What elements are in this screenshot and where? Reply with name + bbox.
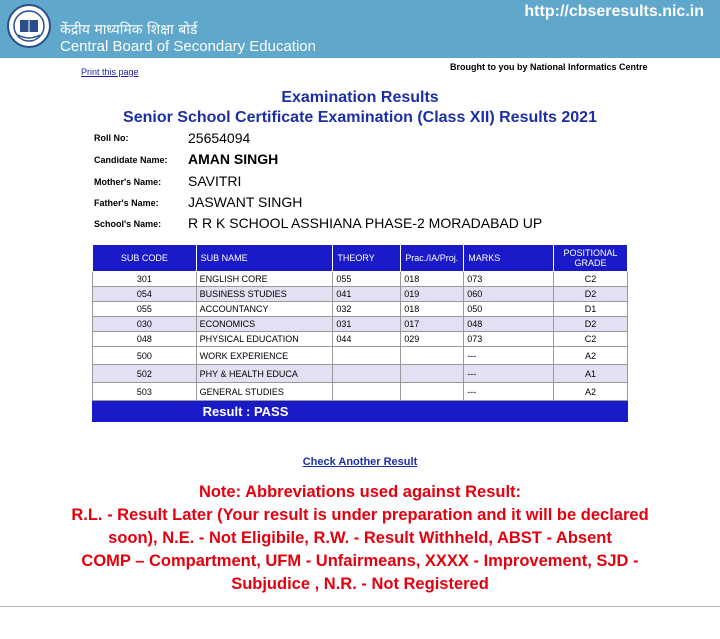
table-row <box>93 365 628 383</box>
note-line: Subjudice , N.R. - Not Registered <box>231 575 489 593</box>
practical-cell: 018 <box>401 302 464 317</box>
theory-cell: 044 <box>333 332 401 347</box>
theory-cell <box>333 347 401 365</box>
sub-code-cell: 502 <box>93 365 197 383</box>
theory-cell: 041 <box>333 287 401 302</box>
col-header-sub-name: SUB NAME <box>196 245 333 272</box>
sub-name-cell: ACCOUNTANCY <box>196 302 333 317</box>
site-header <box>0 0 720 58</box>
roll-value: 25654094 <box>188 130 251 146</box>
table-row <box>93 332 628 347</box>
theory-cell <box>333 383 401 401</box>
marks-cell: 048 <box>464 317 554 332</box>
sub-name-cell: PHYSICAL EDUCATION <box>196 332 333 347</box>
candidate-name-label: Candidate Name: <box>94 155 168 165</box>
table-header-row <box>93 245 628 272</box>
col-header-grade: POSITIONAL GRADE <box>554 245 628 272</box>
print-page-link[interactable]: Print this page <box>81 67 139 77</box>
mother-name-value: SAVITRI <box>188 173 242 189</box>
practical-cell <box>401 365 464 383</box>
marks-table <box>92 244 628 422</box>
result-spacer-cell <box>93 401 197 422</box>
exam-subtitle: Senior School Certificate Examination (Class XII) Results 2021 <box>123 109 597 126</box>
marks-cell: --- <box>464 347 554 365</box>
marks-cell: 073 <box>464 272 554 287</box>
marks-cell: --- <box>464 383 554 401</box>
grade-cell: D2 <box>554 317 628 332</box>
check-another-result-link[interactable]: Check Another Result <box>302 456 418 468</box>
school-name-label: School's Name: <box>94 219 162 229</box>
theory-cell <box>333 365 401 383</box>
grade-cell: C2 <box>554 332 628 347</box>
table-row <box>93 383 628 401</box>
marks-cell: 050 <box>464 302 554 317</box>
col-header-marks: MARKS <box>464 245 554 272</box>
sub-code-cell: 055 <box>93 302 197 317</box>
father-name-label: Father's Name: <box>94 198 159 208</box>
theory-cell: 055 <box>333 272 401 287</box>
sub-code-cell: 503 <box>93 383 197 401</box>
col-header-theory: THEORY <box>333 245 401 272</box>
col-header-practical: Prac./IA/Proj. <box>401 245 464 272</box>
sub-name-cell: ECONOMICS <box>196 317 333 332</box>
practical-cell <box>401 347 464 365</box>
board-name-hindi: केंद्रीय माध्यमिक शिक्षा बोर्ड <box>60 22 198 38</box>
note-heading: Note: Abbreviations used against Result: <box>198 483 522 501</box>
sub-code-cell: 030 <box>93 317 197 332</box>
board-name-english: Central Board of Secondary Education <box>60 38 316 55</box>
table-row <box>93 287 628 302</box>
sub-name-cell: ENGLISH CORE <box>196 272 333 287</box>
grade-cell: D1 <box>554 302 628 317</box>
table-row <box>93 317 628 332</box>
sub-code-cell: 054 <box>93 287 197 302</box>
practical-cell: 017 <box>401 317 464 332</box>
candidate-name-value: AMAN SINGH <box>188 151 279 167</box>
theory-cell: 032 <box>333 302 401 317</box>
practical-cell <box>401 383 464 401</box>
table-row <box>93 302 628 317</box>
grade-cell: A1 <box>554 365 628 383</box>
roll-label: Roll No: <box>94 133 129 143</box>
brought-by-text: Brought to you by National Informatics Centre <box>450 62 648 72</box>
note-line: R.L. - Result Later (Your result is under preparation and it will be declared <box>71 506 649 524</box>
note-line: soon), N.E. - Not Eligibile, R.W. - Result Withheld, ABST - Absent <box>108 529 612 547</box>
table-row <box>93 347 628 365</box>
practical-cell: 019 <box>401 287 464 302</box>
sub-code-cell: 500 <box>93 347 197 365</box>
marks-cell: 073 <box>464 332 554 347</box>
sub-name-cell: GENERAL STUDIES <box>196 383 333 401</box>
theory-cell: 031 <box>333 317 401 332</box>
footer-divider <box>0 606 720 607</box>
mother-name-label: Mother's Name: <box>94 177 162 187</box>
col-header-sub-code: SUB CODE <box>93 245 197 272</box>
practical-cell: 018 <box>401 272 464 287</box>
sub-name-cell: WORK EXPERIENCE <box>196 347 333 365</box>
result-row <box>93 401 628 422</box>
note-line: COMP – Compartment, UFM - Unfairmeans, XXXX - Improvement, SJD - <box>81 552 639 570</box>
practical-cell: 029 <box>401 332 464 347</box>
marks-cell: --- <box>464 365 554 383</box>
page-title: Examination Results <box>281 89 439 106</box>
grade-cell: A2 <box>554 347 628 365</box>
grade-cell: C2 <box>554 272 628 287</box>
sub-name-cell: BUSINESS STUDIES <box>196 287 333 302</box>
site-url: http://cbseresults.nic.in <box>524 3 704 20</box>
marks-cell: 060 <box>464 287 554 302</box>
grade-cell: A2 <box>554 383 628 401</box>
sub-code-cell: 301 <box>93 272 197 287</box>
school-name-value: R R K SCHOOL ASSHIANA PHASE-2 MORADABAD UP <box>188 215 543 231</box>
sub-code-cell: 048 <box>93 332 197 347</box>
cbse-logo-icon <box>6 3 52 49</box>
sub-name-cell: PHY & HEALTH EDUCA <box>196 365 333 383</box>
father-name-value: JASWANT SINGH <box>188 194 303 210</box>
result-status: Result : PASS <box>196 401 627 422</box>
table-row <box>93 272 628 287</box>
grade-cell: D2 <box>554 287 628 302</box>
